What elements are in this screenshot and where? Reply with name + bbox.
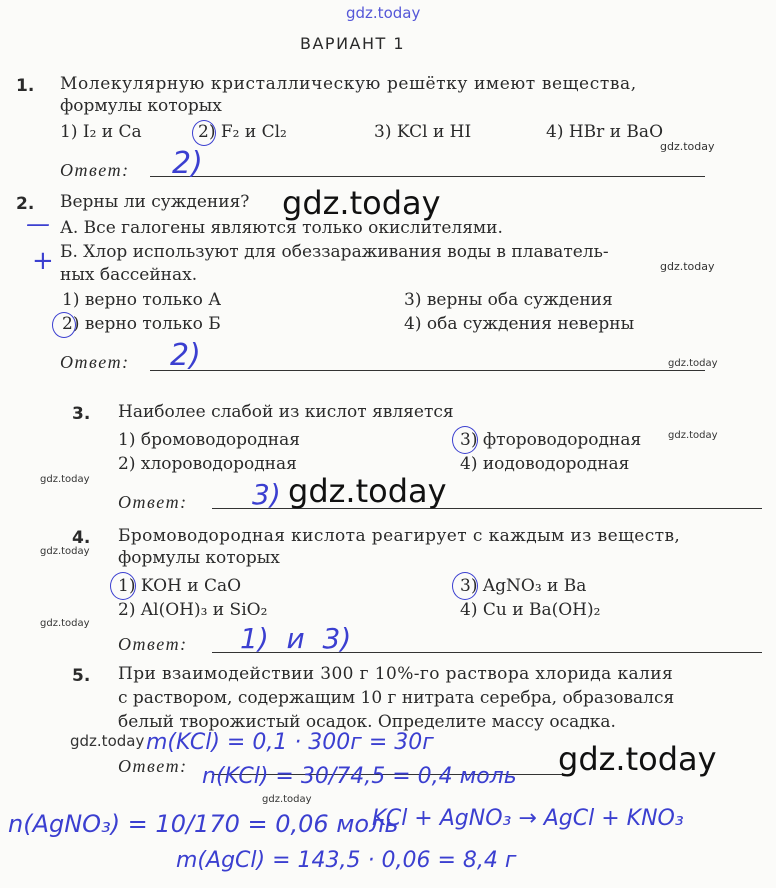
- q1-option-2: 2) F₂ и Cl₂: [198, 122, 287, 142]
- q3-answer-circle: [452, 426, 478, 454]
- q4-handwritten-answer: 1) и 3): [240, 622, 352, 655]
- q3-option-2: 2) хлороводородная: [118, 454, 297, 474]
- q1-handwritten-answer: 2): [172, 146, 203, 181]
- q4-text-line2: формулы которых: [118, 548, 280, 568]
- q3-option-4: 4) иодоводородная: [460, 454, 630, 474]
- watermark-top: gdz.today: [346, 4, 421, 22]
- q3-number: 3.: [72, 404, 91, 424]
- q4-option-3: 3) AgNO₃ и Ba: [460, 576, 587, 596]
- q5-handwritten-line3: n(AgNO₃) = 10/170 = 0,06 моль: [8, 810, 399, 838]
- q4-answer-circle-3: [452, 572, 478, 600]
- q1-answer-circle: [192, 120, 216, 146]
- watermark-small: gdz.today: [262, 794, 312, 805]
- q2-mark-b: +: [32, 246, 54, 276]
- q2-option-2: 2) верно только Б: [62, 314, 221, 334]
- q3-option-3: 3) фтороводородная: [460, 430, 642, 450]
- q4-text-line1: Бромоводородная кислота реагирует с каждым из веществ,: [118, 526, 681, 546]
- q1-text-line2: формулы которых: [60, 96, 222, 116]
- q5-text-line2: с раствором, содержащим 10 г нитрата серебра, образовался: [118, 688, 675, 708]
- q1-answer-line: [150, 176, 705, 177]
- watermark-small: gdz.today: [668, 358, 718, 369]
- q5-text-line1: При взаимодействии 300 г 10%-го раствора хлорида калия: [118, 664, 674, 684]
- q2-mark-a: —: [26, 210, 50, 238]
- watermark-big: gdz.today: [288, 472, 447, 510]
- q5-handwritten-line5: m(AgCl) = 143,5 · 0,06 = 8,4 г: [176, 848, 517, 873]
- watermark-big: gdz.today: [282, 184, 441, 222]
- q3-handwritten-answer: 3): [252, 478, 281, 511]
- watermark-small: gdz.today: [70, 732, 145, 750]
- q4-option-4: 4) Cu и Ba(OH)₂: [460, 600, 601, 620]
- q2-option-3: 3) верны оба суждения: [404, 290, 613, 310]
- watermark-small: gdz.today: [660, 260, 715, 273]
- watermark-big: gdz.today: [558, 740, 717, 778]
- q2-number: 2.: [16, 194, 35, 214]
- q2-answer-circle: [52, 312, 76, 338]
- q4-answer-circle-1: [110, 572, 136, 600]
- q2-statement-b-line1: Б. Хлор используют для обеззараживания воды в плаватель-: [60, 242, 609, 262]
- q2-statement-a: А. Все галогены являются только окислителями.: [60, 218, 503, 238]
- watermark-small: gdz.today: [40, 546, 90, 557]
- q1-text-line1: Молекулярную кристаллическую решётку имеют вещества,: [60, 74, 637, 94]
- q1-option-1: 1) I₂ и Ca: [60, 122, 142, 142]
- q2-answer-label: Ответ:: [60, 352, 130, 372]
- q2-answer-line: [150, 370, 705, 371]
- q5-handwritten-line2: n(KCl) = 30/74,5 = 0,4 моль: [202, 764, 517, 789]
- q1-answer-label: Ответ:: [60, 160, 130, 180]
- q2-option-1: 1) верно только А: [62, 290, 222, 310]
- q4-option-2: 2) Al(OH)₃ и SiO₂: [118, 600, 268, 620]
- q5-text-line3: белый творожистый осадок. Определите массу осадка.: [118, 712, 616, 732]
- q3-text-line1: Наиболее слабой из кислот является: [118, 402, 454, 422]
- q3-option-1: 1) бромоводородная: [118, 430, 300, 450]
- variant-title: ВАРИАНТ 1: [300, 34, 406, 53]
- q5-handwritten-line4: KCl + AgNO₃ → AgCl + KNO₃: [372, 806, 684, 831]
- q4-option-1: 1) KOH и CaO: [118, 576, 242, 596]
- watermark-small: gdz.today: [660, 140, 715, 153]
- q2-handwritten-answer: 2): [170, 338, 201, 373]
- watermark-small: gdz.today: [40, 474, 90, 485]
- q1-option-3: 3) KCl и HI: [374, 122, 472, 142]
- q5-handwritten-line1: m(KCl) = 0,1 · 300г = 30г: [146, 730, 434, 755]
- q1-number: 1.: [16, 76, 35, 96]
- q2-statement-b-line2: ных бассейнах.: [60, 265, 198, 285]
- watermark-small: gdz.today: [668, 430, 718, 441]
- q1-option-4: 4) HBr и BaO: [546, 122, 663, 142]
- q4-number: 4.: [72, 528, 91, 548]
- q2-option-4: 4) оба суждения неверны: [404, 314, 635, 334]
- watermark-small: gdz.today: [40, 618, 90, 629]
- q3-answer-label: Ответ:: [118, 492, 188, 512]
- q5-answer-label: Ответ:: [118, 756, 188, 776]
- q4-answer-label: Ответ:: [118, 634, 188, 654]
- q2-text-line1: Верны ли суждения?: [60, 192, 250, 212]
- q5-number: 5.: [72, 666, 91, 686]
